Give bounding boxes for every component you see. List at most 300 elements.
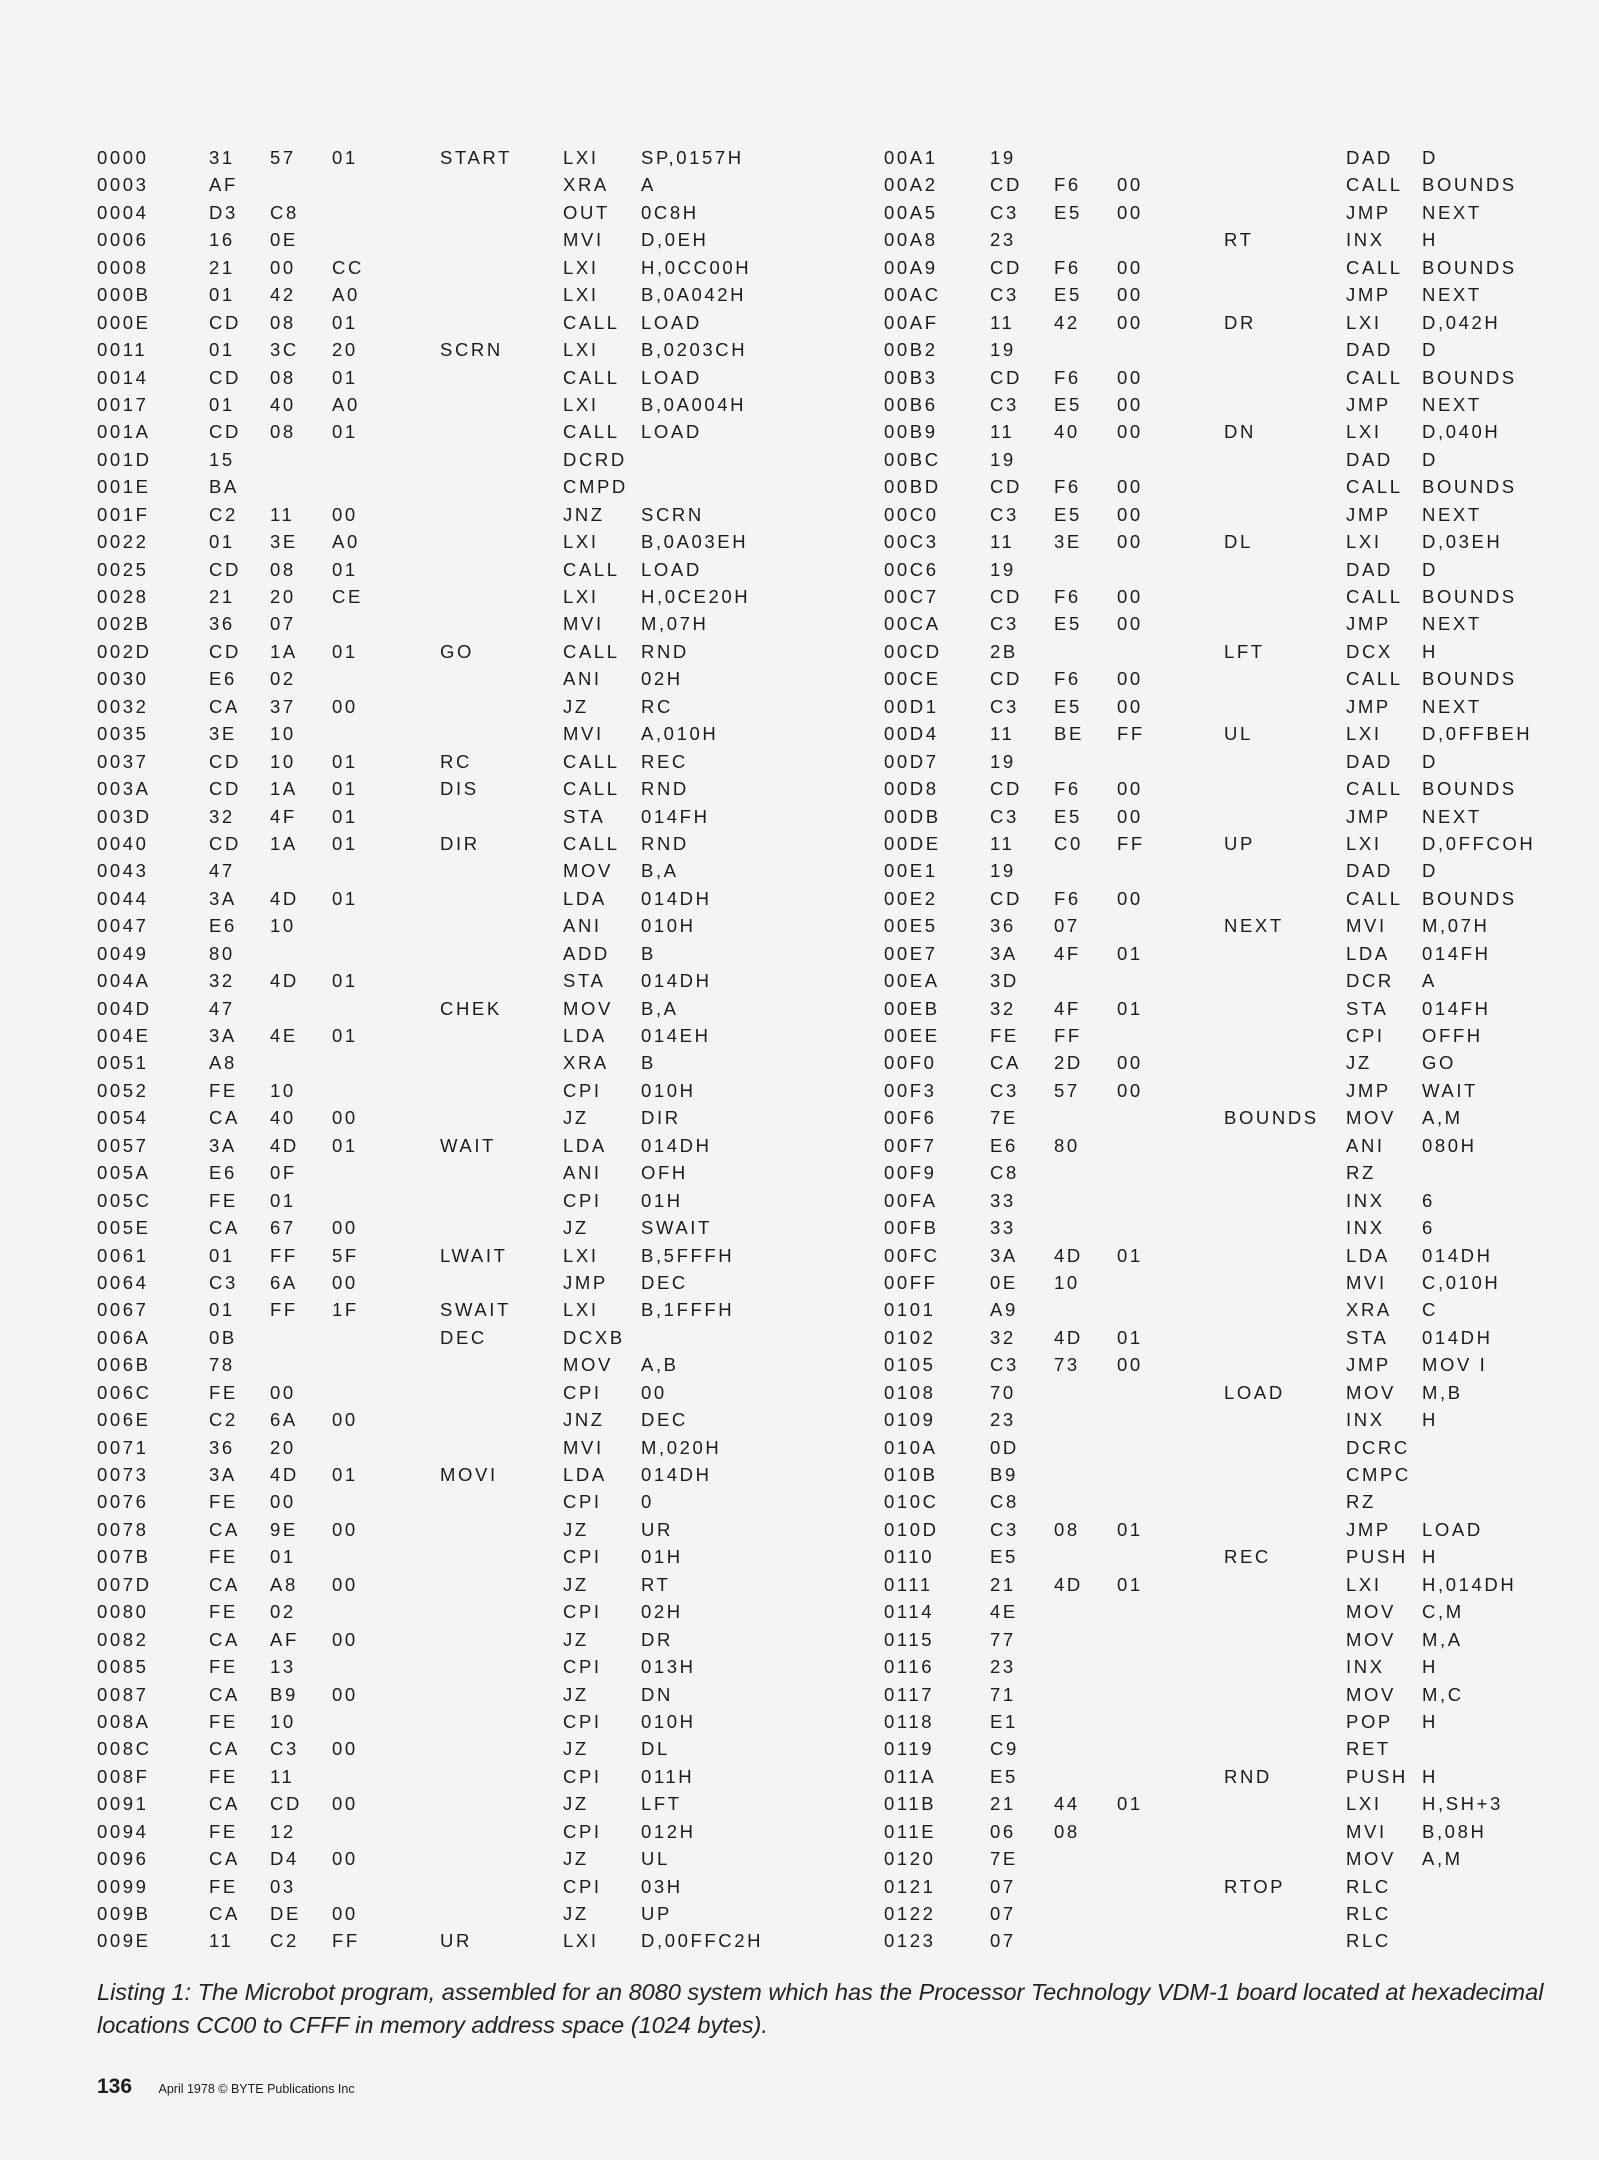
listing-operand: UP (641, 1903, 672, 1924)
listing-byte-2: E5 (1054, 284, 1082, 306)
listing-opcode: CPI (563, 1491, 602, 1513)
listing-byte-3: 00 (1117, 1052, 1143, 1074)
listing-byte-3: 00 (1117, 421, 1143, 443)
listing-opcode: DCRD (563, 448, 627, 470)
listing-byte-2: 1A (270, 832, 298, 854)
listing-opcode: XRA (563, 1052, 609, 1074)
listing-address: 00A2 (884, 174, 938, 196)
listing-byte-1: 36 (209, 613, 235, 635)
listing-byte-1: CD (209, 366, 241, 388)
listing-address: 00C0 (884, 503, 939, 525)
listing-operand: A,M (1422, 1848, 1463, 1870)
listing-address: 0073 (97, 1464, 149, 1485)
listing-operand: DIR (641, 1107, 681, 1129)
listing-operand: 010H (641, 915, 696, 937)
listing-address: 0011 (97, 339, 148, 361)
listing-opcode: LXI (563, 284, 599, 306)
listing-address: 0109 (884, 1409, 936, 1431)
listing-byte-1: CA (990, 1052, 1021, 1074)
listing-address: 00D1 (884, 695, 939, 717)
listing-address: 001E (97, 476, 151, 498)
listing-opcode: CALL (1346, 668, 1403, 690)
listing-address: 0094 (97, 1820, 149, 1842)
listing-opcode: JMP (1346, 695, 1391, 717)
listing-operand: BOUNDS (1422, 476, 1517, 498)
listing-byte-1: 47 (209, 860, 235, 882)
listing-byte-2: 08 (270, 421, 296, 443)
listing-byte-1: CA (209, 1107, 240, 1129)
listing-byte-1: 11 (990, 421, 1015, 443)
listing-opcode: ANI (563, 915, 602, 937)
listing-address: 0116 (884, 1656, 935, 1678)
listing-opcode: CPI (563, 1546, 602, 1568)
listing-byte-3: 00 (1117, 1079, 1143, 1101)
listing-address: 001D (97, 448, 152, 470)
listing-operand: BOUNDS (1422, 668, 1517, 690)
listing-byte-1: 3E (209, 723, 237, 745)
listing-byte-2: 4D (270, 1134, 299, 1156)
listing-address: 0044 (97, 887, 149, 909)
listing-byte-1: CA (209, 1573, 240, 1595)
listing-address: 0078 (97, 1518, 149, 1540)
listing-opcode: MVI (563, 723, 604, 745)
listing-byte-1: C2 (209, 503, 238, 525)
listing-opcode: CALL (1346, 174, 1403, 196)
listing-byte-1: 7E (990, 1848, 1018, 1870)
listing-operand: H (1422, 1409, 1438, 1431)
listing-address: 0004 (97, 201, 149, 223)
listing-opcode: LXI (1346, 1573, 1382, 1595)
listing-byte-1: 19 (990, 750, 1016, 772)
listing-operand: D (1422, 448, 1438, 470)
listing-opcode: CMPC (1346, 1464, 1411, 1485)
listing-byte-3: 5F (332, 1244, 359, 1266)
listing-address: 00A1 (884, 147, 938, 168)
listing-opcode: ANI (563, 668, 602, 690)
listing-byte-2: 13 (270, 1656, 296, 1678)
listing-opcode: JMP (1346, 1079, 1391, 1101)
listing-address: 0111 (884, 1573, 933, 1595)
listing-label: LOAD (1224, 1381, 1285, 1403)
listing-opcode: JZ (563, 1903, 589, 1924)
listing-opcode: LDA (563, 1025, 607, 1046)
listing-byte-2: 02 (270, 668, 296, 690)
listing-byte-3: 00 (332, 1848, 358, 1870)
listing-opcode: CPI (563, 1710, 602, 1732)
listing-byte-1: 01 (209, 531, 235, 553)
listing-address: 0123 (884, 1930, 936, 1952)
listing-opcode: CALL (563, 311, 620, 333)
listing-operand: 014DH (641, 1134, 712, 1156)
listing-opcode: CPI (1346, 1025, 1385, 1046)
listing-label: DL (1224, 531, 1253, 553)
listing-label: RC (440, 750, 472, 772)
listing-address: 00C3 (884, 531, 939, 553)
listing-byte-3: 01 (1117, 1244, 1143, 1266)
listing-byte-2: 0F (270, 1162, 297, 1184)
listing-address: 0032 (97, 695, 149, 717)
listing-byte-2: A8 (270, 1573, 298, 1595)
listing-operand: 01H (641, 1189, 683, 1211)
listing-operand: 011H (641, 1765, 695, 1787)
listing-address: 010B (884, 1464, 938, 1485)
listing-operand: NEXT (1422, 695, 1482, 717)
listing-opcode: POP (1346, 1710, 1393, 1732)
listing-byte-2: 4D (1054, 1326, 1083, 1348)
listing-operand: LFT (641, 1793, 682, 1815)
listing-address: 0022 (97, 531, 149, 553)
listing-byte-3: 00 (1117, 284, 1143, 306)
listing-operand: 010H (641, 1079, 696, 1101)
listing-byte-3: 01 (332, 750, 358, 772)
listing-byte-3: 01 (1117, 1326, 1143, 1348)
listing-opcode: INX (1346, 1189, 1385, 1211)
listing-byte-1: B9 (990, 1464, 1018, 1485)
listing-address: 00B3 (884, 366, 938, 388)
listing-label: DIR (440, 832, 480, 854)
listing-label: LWAIT (440, 1244, 508, 1266)
listing-byte-1: CD (990, 668, 1022, 690)
listing-opcode: STA (563, 805, 606, 827)
listing-opcode: JZ (563, 1573, 589, 1595)
listing-byte-1: FE (209, 1656, 238, 1678)
listing-byte-2: D4 (270, 1848, 299, 1870)
listing-opcode: JZ (563, 1518, 589, 1540)
listing-operand: 0 (641, 1491, 654, 1513)
listing-opcode: LXI (563, 256, 599, 278)
listing-operand: NEXT (1422, 201, 1482, 223)
listing-byte-3: 1F (332, 1299, 359, 1321)
listing-address: 00E2 (884, 887, 938, 909)
listing-operand: LOAD (641, 421, 702, 443)
listing-byte-2: F6 (1054, 366, 1081, 388)
listing-opcode: CALL (1346, 476, 1403, 498)
listing-byte-1: 07 (990, 1875, 1016, 1897)
listing-byte-3: 00 (332, 503, 358, 525)
listing-byte-1: 3A (990, 942, 1018, 964)
listing-byte-2: 03 (270, 1875, 296, 1897)
listing-address: 0117 (884, 1683, 935, 1705)
listing-operand: A,B (641, 1354, 679, 1376)
listing-operand: C,010H (1422, 1271, 1501, 1293)
listing-byte-3: A0 (332, 284, 360, 306)
listing-byte-2: 40 (270, 393, 296, 415)
listing-opcode: RZ (1346, 1491, 1376, 1513)
listing-operand: H,SH+3 (1422, 1793, 1503, 1815)
listing-operand: 03H (641, 1875, 683, 1897)
listing-operand: A (1422, 970, 1437, 992)
listing-byte-1: CA (209, 1903, 240, 1924)
listing-operand: D (1422, 558, 1438, 580)
listing-byte-2: 6A (270, 1409, 298, 1431)
listing-operand: D (1422, 147, 1438, 168)
listing-operand: B,A (641, 860, 679, 882)
listing-byte-2: CD (270, 1793, 302, 1815)
listing-byte-1: FE (990, 1025, 1019, 1046)
listing-byte-1: 23 (990, 229, 1016, 251)
listing-operand: BOUNDS (1422, 366, 1517, 388)
publication-credit: April 1978 © BYTE Publications Inc (158, 2082, 355, 2096)
listing-address: 00E1 (884, 860, 938, 882)
listing-byte-1: C8 (990, 1162, 1019, 1184)
listing-byte-1: D3 (209, 201, 238, 223)
listing-opcode: JZ (563, 1217, 589, 1239)
listing-address: 006E (97, 1409, 151, 1431)
listing-opcode: LXI (1346, 531, 1382, 553)
listing-byte-1: 19 (990, 860, 1016, 882)
listing-byte-1: CA (209, 695, 240, 717)
listing-caption: Listing 1: The Microbot program, assembled for an 8080 system which has the Processor Technology VDM-1 board located at hexadecimal locations CC00 to CFFF in memory address space (1024 bytes). (97, 1979, 1544, 2038)
listing-opcode: CALL (563, 778, 620, 800)
listing-byte-1: CA (209, 1628, 240, 1650)
listing-byte-3: 00 (1117, 778, 1143, 800)
listing-opcode: JNZ (563, 503, 605, 525)
listing-byte-3: 00 (332, 1271, 358, 1293)
listing-operand: NEXT (1422, 503, 1482, 525)
listing-byte-3: 00 (1117, 668, 1143, 690)
listing-byte-1: E6 (990, 1134, 1018, 1156)
listing-address: 000B (97, 284, 151, 306)
listing-opcode: DAD (1346, 147, 1393, 168)
listing-byte-1: 21 (990, 1573, 1016, 1595)
listing-byte-1: C3 (990, 1354, 1019, 1376)
listing-byte-1: 01 (209, 1244, 235, 1266)
listing-address: 0008 (97, 256, 149, 278)
listing-opcode: LDA (563, 1134, 607, 1156)
listing-byte-1: FE (209, 1381, 238, 1403)
listing-address: 00EE (884, 1025, 940, 1046)
listing-byte-1: C3 (990, 503, 1019, 525)
listing-address: 001F (97, 503, 150, 525)
listing-address: 006A (97, 1326, 151, 1348)
listing-byte-3: 00 (332, 1628, 358, 1650)
listing-opcode: INX (1346, 1409, 1385, 1431)
listing-byte-1: 23 (990, 1409, 1016, 1431)
listing-byte-2: E5 (1054, 503, 1082, 525)
listing-byte-2: F6 (1054, 586, 1081, 607)
listing-byte-1: 32 (990, 997, 1016, 1019)
listing-address: 00AC (884, 284, 941, 306)
listing-operand: A (641, 174, 656, 196)
listing-byte-3: 01 (1117, 997, 1143, 1019)
listing-byte-3: 01 (332, 640, 358, 662)
listing-opcode: CALL (563, 421, 620, 443)
listing-operand: BOUNDS (1422, 887, 1517, 909)
listing-byte-1: 32 (990, 1326, 1016, 1348)
listing-byte-1: C3 (990, 1518, 1019, 1540)
listing-label: UL (1224, 723, 1253, 745)
listing-address: 00E7 (884, 942, 938, 964)
listing-opcode: LXI (1346, 311, 1382, 333)
listing-byte-1: 23 (990, 1656, 1016, 1678)
listing-byte-1: 19 (990, 558, 1016, 580)
listing-opcode: DCR (1346, 970, 1394, 992)
listing-byte-1: C3 (990, 613, 1019, 635)
listing-byte-3: 00 (332, 1107, 358, 1129)
listing-opcode: RLC (1346, 1875, 1391, 1897)
listing-label: DIS (440, 778, 479, 800)
listing-byte-3: 01 (332, 147, 358, 168)
listing-address: 00BD (884, 476, 941, 498)
listing-label: REC (1224, 1546, 1271, 1568)
listing-address: 006B (97, 1354, 151, 1376)
listing-address: 0108 (884, 1381, 936, 1403)
listing-byte-1: FE (209, 1875, 238, 1897)
listing-operand: H,014DH (1422, 1573, 1517, 1595)
listing-byte-1: 32 (209, 805, 235, 827)
listing-opcode: JZ (563, 1628, 589, 1650)
listing-byte-1: 01 (209, 284, 235, 306)
listing-opcode: INX (1346, 229, 1385, 251)
listing-opcode: DAD (1346, 860, 1393, 882)
listing-opcode: LXI (563, 393, 599, 415)
listing-address: 0082 (97, 1628, 149, 1650)
listing-opcode: MOV (1346, 1848, 1396, 1870)
listing-byte-1: 78 (209, 1354, 235, 1376)
listing-address: 0061 (97, 1244, 149, 1266)
listing-operand: DEC (641, 1409, 688, 1431)
listing-byte-1: CD (990, 174, 1022, 196)
listing-opcode: CPI (563, 1381, 602, 1403)
listing-opcode: LXI (563, 1930, 599, 1952)
listing-byte-2: 1A (270, 640, 298, 662)
listing-byte-1: C3 (990, 201, 1019, 223)
listing-operand: BOUNDS (1422, 174, 1517, 196)
listing-address: 0028 (97, 586, 149, 607)
listing-byte-1: 01 (209, 1299, 235, 1321)
listing-address: 0099 (97, 1875, 149, 1897)
listing-operand: B,0A042H (641, 284, 747, 306)
listing-byte-1: 11 (990, 311, 1015, 333)
listing-byte-2: 10 (1054, 1271, 1080, 1293)
listing-opcode: LDA (563, 1464, 607, 1485)
listing-byte-1: FE (209, 1601, 238, 1623)
listing-byte-1: CA (209, 1217, 240, 1239)
listing-byte-3: CC (332, 256, 364, 278)
listing-address: 00FF (884, 1271, 938, 1293)
listing-byte-3: 00 (1117, 1354, 1143, 1376)
listing-byte-3: 01 (332, 558, 358, 580)
listing-byte-1: CD (209, 832, 241, 854)
listing-byte-1: C8 (990, 1491, 1019, 1513)
listing-operand: H (1422, 1546, 1438, 1568)
listing-operand: H (1422, 1710, 1438, 1732)
listing-address: 00E5 (884, 915, 938, 937)
listing-opcode: RLC (1346, 1903, 1391, 1924)
listing-byte-1: 11 (990, 723, 1015, 745)
listing-operand: B,08H (1422, 1820, 1487, 1842)
listing-address: 0110 (884, 1546, 935, 1568)
listing-address: 00CA (884, 613, 941, 635)
listing-address: 00FA (884, 1189, 938, 1211)
listing-opcode: DCXB (563, 1326, 625, 1348)
listing-opcode: PUSH (1346, 1765, 1408, 1787)
listing-byte-1: CA (209, 1738, 240, 1760)
listing-opcode: JMP (1346, 393, 1391, 415)
listing-opcode: JMP (1346, 503, 1391, 525)
listing-opcode: MOV (563, 1354, 613, 1376)
listing-byte-2: AF (270, 1628, 299, 1650)
listing-byte-1: 0E (990, 1271, 1018, 1293)
listing-byte-1: 11 (990, 531, 1015, 553)
listing-byte-2: 02 (270, 1601, 296, 1623)
listing-opcode: ANI (1346, 1134, 1385, 1156)
listing-operand: NEXT (1422, 284, 1482, 306)
listing-byte-3: 01 (1117, 1518, 1143, 1540)
listing-label: SCRN (440, 339, 503, 361)
listing-byte-3: CE (332, 586, 363, 607)
listing-byte-1: CD (209, 311, 241, 333)
listing-byte-2: 10 (270, 1710, 296, 1732)
listing-operand: M,A (1422, 1628, 1463, 1650)
listing-byte-2: F6 (1054, 476, 1081, 498)
listing-operand: 0C8H (641, 201, 699, 223)
listing-opcode: MVI (563, 1436, 604, 1458)
listing-address: 00FC (884, 1244, 940, 1266)
listing-opcode: LDA (1346, 942, 1390, 964)
listing-address: 00A5 (884, 201, 938, 223)
listing-byte-1: AF (209, 174, 238, 196)
listing-address: 0040 (97, 832, 149, 854)
listing-operand: OFFH (1422, 1025, 1483, 1046)
listing-byte-1: 3A (209, 1134, 237, 1156)
listing-operand: 02H (641, 1601, 683, 1623)
listing-opcode: JMP (1346, 1354, 1391, 1376)
listing-opcode: CPI (563, 1656, 602, 1678)
listing-byte-2: C8 (270, 201, 299, 223)
listing-byte-2: 42 (270, 284, 296, 306)
listing-opcode: MVI (1346, 1820, 1387, 1842)
listing-opcode: JZ (1346, 1052, 1372, 1074)
listing-byte-2: 20 (270, 586, 296, 607)
listing-operand: D (1422, 860, 1438, 882)
listing-address: 0122 (884, 1903, 936, 1924)
listing-operand: 014DH (641, 1464, 712, 1485)
listing-byte-2: 00 (270, 1491, 296, 1513)
listing-label: START (440, 147, 512, 168)
listing-operand: 014FH (1422, 997, 1491, 1019)
listing-operand: LOAD (1422, 1518, 1483, 1540)
listing-opcode: DCX (1346, 640, 1393, 662)
listing-byte-3: 00 (1117, 393, 1143, 415)
listing-byte-1: C3 (209, 1271, 238, 1293)
listing-byte-1: C3 (990, 284, 1019, 306)
listing-byte-1: FE (209, 1491, 238, 1513)
listing-opcode: LXI (563, 586, 599, 607)
listing-opcode: CALL (1346, 778, 1403, 800)
listing-opcode: CPI (563, 1875, 602, 1897)
listing-address: 010D (884, 1518, 939, 1540)
listing-byte-3: 00 (332, 695, 358, 717)
listing-operand: C (1422, 1299, 1438, 1321)
listing-address: 0096 (97, 1848, 149, 1870)
listing-address: 0114 (884, 1601, 935, 1623)
listing-byte-1: E6 (209, 668, 237, 690)
listing-address: 0091 (97, 1793, 149, 1815)
listing-address: 00F9 (884, 1162, 937, 1184)
listing-opcode: STA (1346, 997, 1389, 1019)
listing-address: 00FB (884, 1217, 939, 1239)
listing-operand: D,0FFBEH (1422, 723, 1533, 745)
listing-byte-3: 00 (1117, 586, 1143, 607)
listing-byte-1: CD (990, 887, 1022, 909)
listing-operand: D,0EH (641, 229, 709, 251)
listing-address: 00EB (884, 997, 940, 1019)
listing-operand: M,B (1422, 1381, 1463, 1403)
listing-byte-3: 00 (332, 1518, 358, 1540)
listing-address: 0000 (97, 147, 149, 168)
listing-label: GO (440, 640, 474, 662)
